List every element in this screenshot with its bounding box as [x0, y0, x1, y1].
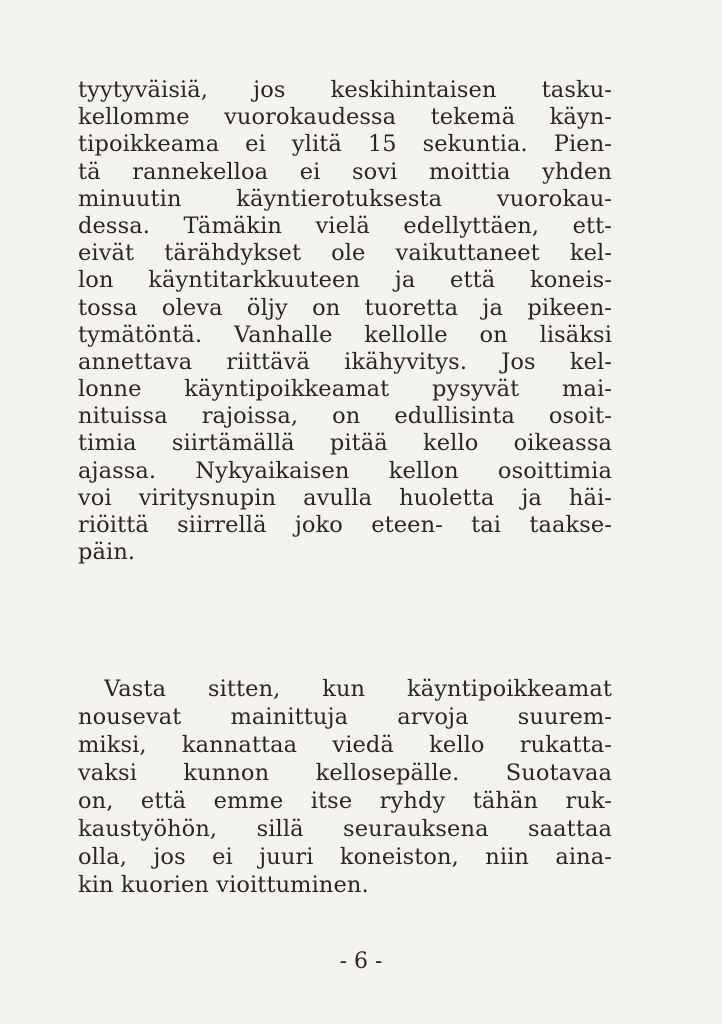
- text-line: lonne käyntipoikkeamat pysyvät mai-: [78, 376, 612, 403]
- text-line: Vasta sitten, kun käyntipoikkeamat: [104, 676, 612, 702]
- text-line: kellomme vuorokaudessa tekemä käyn-: [78, 104, 612, 131]
- text-line: tipoikkeama ei ylitä 15 sekuntia. Pien-: [78, 131, 612, 158]
- text-line: voi viritysnupin avulla huoletta ja häi-: [78, 484, 612, 511]
- text-line: miksi, kannattaa viedä kello rukatta-: [78, 732, 612, 758]
- text-line: nousevat mainittuja arvoja suurem-: [78, 704, 612, 730]
- text-line: lon käyntitarkkuuteen ja että koneis-: [78, 267, 612, 294]
- text-line: minuutin käyntierotuksesta vuorokau-: [78, 185, 612, 212]
- text-line: timia siirtämällä pitää kello oikeassa: [78, 430, 612, 457]
- text-line: tossa oleva öljy on tuoretta ja pikeen-: [78, 294, 612, 321]
- text-line: riöittä siirrellä joko eteen- tai taakse-: [78, 512, 612, 538]
- page-number: - 6 -: [339, 949, 383, 974]
- text-line: tymätöntä. Vanhalle kellolle on lisäksi: [78, 321, 612, 348]
- text-line: tä rannekelloa ei sovi moittia yhden: [78, 158, 612, 185]
- text-line: eivät tärähdykset ole vaikuttaneet kel-: [78, 240, 612, 267]
- text-line: nituissa rajoissa, on edullisinta osoit-: [78, 403, 612, 430]
- text-line: dessa. Tämäkin vielä edellyttäen, ett-: [78, 212, 612, 239]
- paragraph-1: [78, 77, 612, 566]
- text-line: olla, jos ei juuri koneiston, niin aina-: [78, 844, 612, 870]
- text-line: kin kuorien vioittuminen.: [78, 872, 369, 898]
- text-line: on, että emme itse ryhdy tähän ruk-: [78, 788, 612, 814]
- text-line: tyytyväisiä, jos keskihintaisen tasku-: [78, 77, 612, 103]
- text-line: kaustyöhön, sillä seurauksena saattaa: [78, 816, 612, 842]
- text-line: annettava riittävä ikähyvitys. Jos kel-: [78, 348, 612, 375]
- text-line: vaksi kunnon kellosepälle. Suotavaa: [78, 760, 612, 786]
- text-line: päin.: [78, 539, 136, 566]
- paragraph-2: [78, 675, 612, 899]
- text-line: ajassa. Nykyaikaisen kellon osoittimia: [78, 457, 612, 484]
